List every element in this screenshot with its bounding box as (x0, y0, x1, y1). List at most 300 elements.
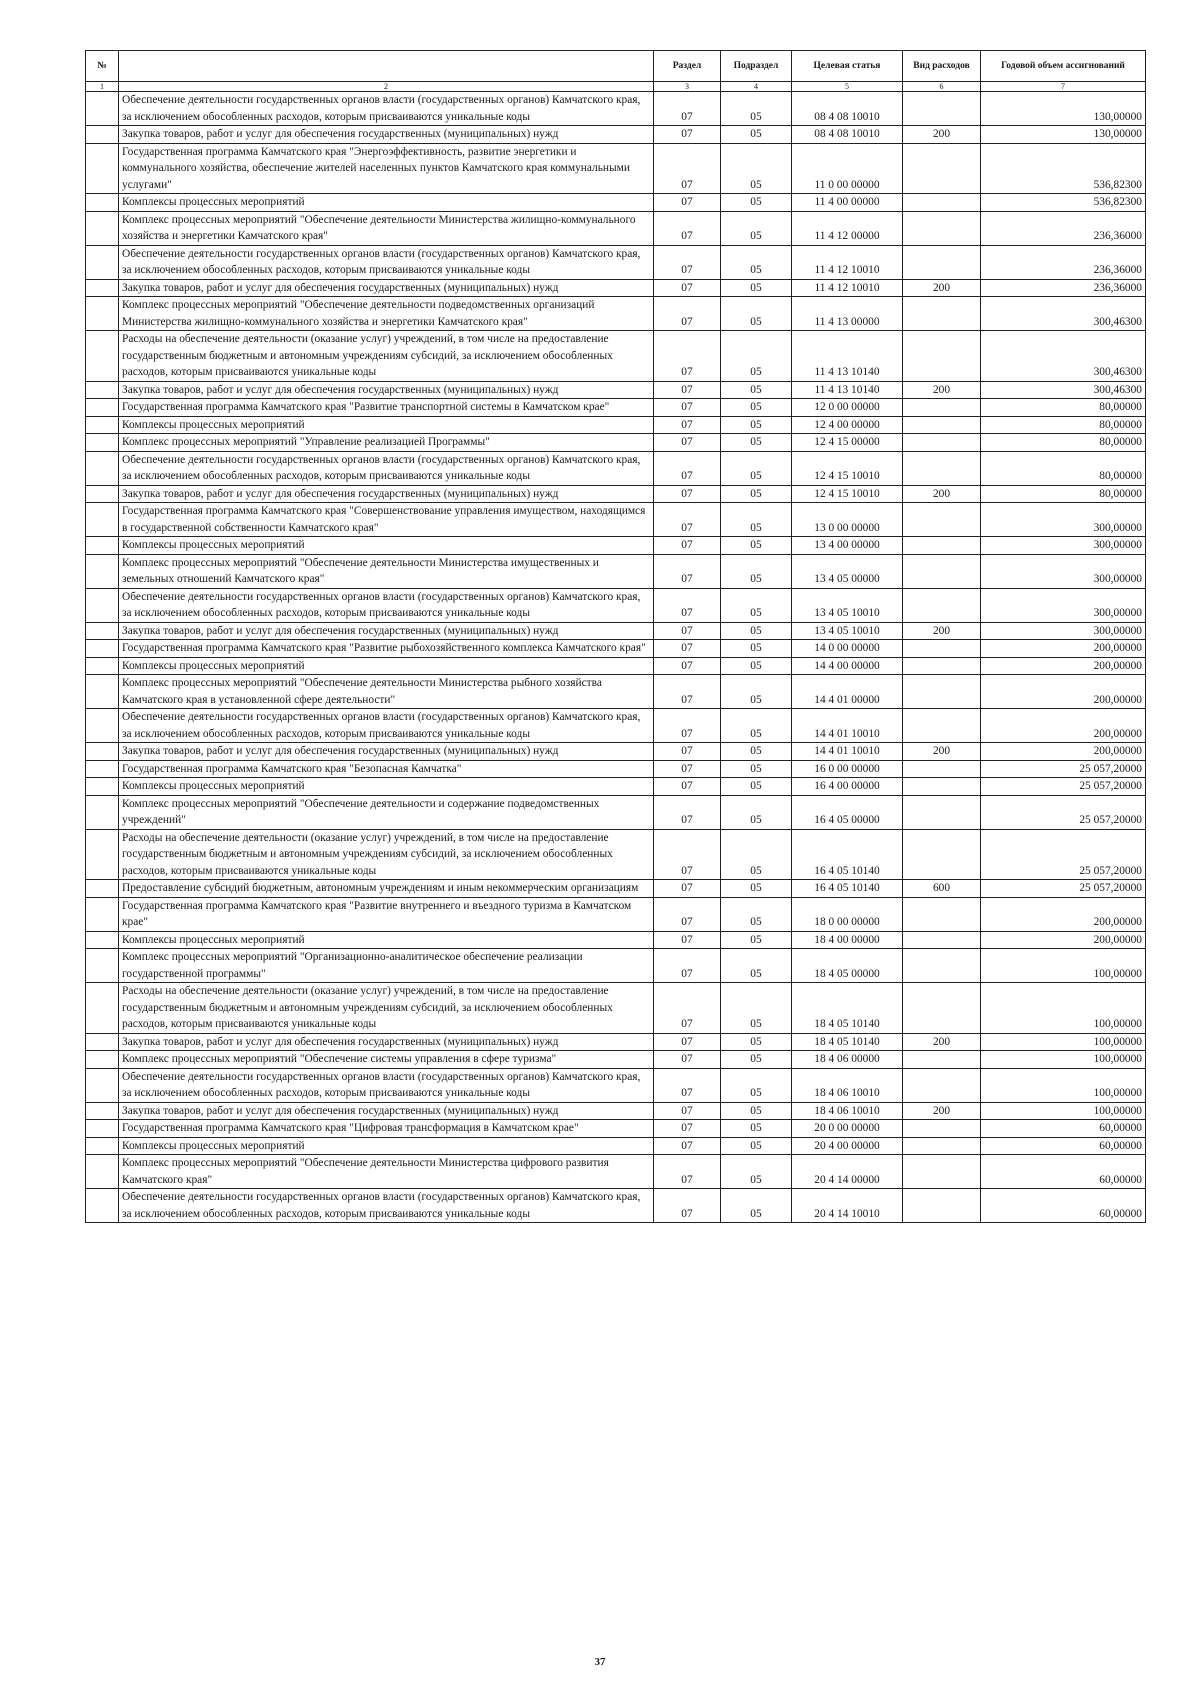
table-row (86, 451, 1146, 485)
row-razdel-cell: 07 (654, 297, 721, 331)
row-name-cell: Закупка товаров, работ и услуг для обеспечения государственных (муниципальных) нужд (119, 126, 654, 144)
row-name-cell: Комплексы процессных мероприятий (119, 1137, 654, 1155)
row-podrazdel-cell: 05 (721, 485, 792, 503)
row-name-cell: Комплекс процессных мероприятий "Обеспечение деятельности Министерства имущественных и земельных отношений Камчатского края" (119, 554, 654, 588)
row-vid-cell (903, 245, 981, 279)
row-amount-cell: 200,00000 (981, 657, 1146, 675)
row-index-cell (86, 760, 119, 778)
row-podrazdel-cell: 05 (721, 245, 792, 279)
row-vid-cell (903, 931, 981, 949)
row-amount-cell: 236,36000 (981, 279, 1146, 297)
row-amount-cell: 536,82300 (981, 194, 1146, 212)
table-row (86, 760, 1146, 778)
row-article-cell: 11 4 13 00000 (792, 297, 903, 331)
row-name-cell: Обеспечение деятельности государственных органов власти (государственных органов) Камчатского края, за исключением обособленных расходов, которым присваиваются уникальные коды (119, 588, 654, 622)
row-amount-cell: 25 057,20000 (981, 880, 1146, 898)
row-vid-cell (903, 399, 981, 417)
row-index-cell (86, 92, 119, 126)
row-amount-cell: 100,00000 (981, 1068, 1146, 1102)
row-article-cell: 18 4 06 10010 (792, 1102, 903, 1120)
table-row (86, 381, 1146, 399)
row-podrazdel-cell: 05 (721, 381, 792, 399)
table-row (86, 434, 1146, 452)
table-row (86, 795, 1146, 829)
budget-table (85, 50, 1146, 1223)
row-vid-cell (903, 1137, 981, 1155)
table-row (86, 126, 1146, 144)
row-article-cell: 20 0 00 00000 (792, 1120, 903, 1138)
row-podrazdel-cell: 05 (721, 416, 792, 434)
row-name-cell: Закупка товаров, работ и услуг для обеспечения государственных (муниципальных) нужд (119, 743, 654, 761)
row-podrazdel-cell: 05 (721, 657, 792, 675)
row-article-cell: 14 4 00 00000 (792, 657, 903, 675)
row-amount-cell: 80,00000 (981, 451, 1146, 485)
row-index-cell (86, 709, 119, 743)
row-razdel-cell: 07 (654, 675, 721, 709)
row-razdel-cell: 07 (654, 194, 721, 212)
row-name-cell: Расходы на обеспечение деятельности (оказание услуг) учреждений, в том числе на предоставление государственным бюджетным и автономным учреждениям субсидий, за исключением обособленных расходов, которым присваиваются уникальные коды (119, 331, 654, 382)
row-index-cell (86, 211, 119, 245)
row-razdel-cell: 07 (654, 983, 721, 1034)
row-podrazdel-cell: 05 (721, 211, 792, 245)
row-article-cell: 13 4 05 10010 (792, 588, 903, 622)
row-vid-cell (903, 1120, 981, 1138)
row-vid-cell (903, 1155, 981, 1189)
row-amount-cell: 200,00000 (981, 897, 1146, 931)
row-podrazdel-cell: 05 (721, 778, 792, 796)
row-vid-cell (903, 897, 981, 931)
row-article-cell: 12 4 15 00000 (792, 434, 903, 452)
table-row (86, 194, 1146, 212)
row-index-cell (86, 1137, 119, 1155)
row-name-cell: Обеспечение деятельности государственных органов власти (государственных органов) Камчатского края, за исключением обособленных расходов, которым присваиваются уникальные коды (119, 451, 654, 485)
row-podrazdel-cell: 05 (721, 1068, 792, 1102)
row-index-cell (86, 675, 119, 709)
row-vid-cell (903, 537, 981, 555)
row-podrazdel-cell: 05 (721, 743, 792, 761)
row-vid-cell: 200 (903, 1102, 981, 1120)
table-row (86, 1155, 1146, 1189)
row-article-cell: 18 4 05 10140 (792, 1033, 903, 1051)
header-article: Целевая статья (792, 51, 903, 82)
row-index-cell (86, 1051, 119, 1069)
row-name-cell: Государственная программа Камчатского края "Развитие внутреннего и въездного туризма в Камчатском крае" (119, 897, 654, 931)
row-index-cell (86, 1033, 119, 1051)
row-vid-cell (903, 434, 981, 452)
row-vid-cell (903, 675, 981, 709)
row-amount-cell: 100,00000 (981, 1102, 1146, 1120)
column-number: 7 (981, 82, 1146, 92)
row-amount-cell: 60,00000 (981, 1155, 1146, 1189)
row-razdel-cell: 07 (654, 416, 721, 434)
row-article-cell: 18 4 06 10010 (792, 1068, 903, 1102)
row-razdel-cell: 07 (654, 331, 721, 382)
row-index-cell (86, 897, 119, 931)
row-podrazdel-cell: 05 (721, 1120, 792, 1138)
row-index-cell (86, 434, 119, 452)
row-vid-cell (903, 297, 981, 331)
table-row (86, 399, 1146, 417)
table-row (86, 743, 1146, 761)
row-podrazdel-cell: 05 (721, 1033, 792, 1051)
row-article-cell: 11 4 13 10140 (792, 381, 903, 399)
row-article-cell: 12 4 15 10010 (792, 451, 903, 485)
column-number: 6 (903, 82, 981, 92)
row-amount-cell: 25 057,20000 (981, 778, 1146, 796)
row-name-cell: Комплексы процессных мероприятий (119, 537, 654, 555)
row-index-cell (86, 297, 119, 331)
row-podrazdel-cell: 05 (721, 675, 792, 709)
table-row (86, 554, 1146, 588)
row-article-cell: 16 4 00 00000 (792, 778, 903, 796)
row-article-cell: 16 0 00 00000 (792, 760, 903, 778)
row-article-cell: 20 4 00 00000 (792, 1137, 903, 1155)
row-amount-cell: 200,00000 (981, 675, 1146, 709)
table-row (86, 880, 1146, 898)
row-vid-cell: 200 (903, 279, 981, 297)
row-name-cell: Комплексы процессных мероприятий (119, 194, 654, 212)
table-row (86, 1102, 1146, 1120)
row-article-cell: 11 4 00 00000 (792, 194, 903, 212)
row-amount-cell: 200,00000 (981, 640, 1146, 658)
row-name-cell: Комплекс процессных мероприятий "Обеспечение системы управления в сфере туризма" (119, 1051, 654, 1069)
row-podrazdel-cell: 05 (721, 554, 792, 588)
row-vid-cell (903, 451, 981, 485)
table-row (86, 588, 1146, 622)
row-name-cell: Обеспечение деятельности государственных органов власти (государственных органов) Камчатского края, за исключением обособленных расходов, которым присваиваются уникальные коды (119, 1189, 654, 1223)
row-amount-cell: 25 057,20000 (981, 829, 1146, 880)
row-name-cell: Комплекс процессных мероприятий "Обеспечение деятельности Министерства жилищно-коммунального хозяйства и энергетики Камчатского края" (119, 211, 654, 245)
row-podrazdel-cell: 05 (721, 795, 792, 829)
row-razdel-cell: 07 (654, 1051, 721, 1069)
row-podrazdel-cell: 05 (721, 1155, 792, 1189)
row-name-cell: Расходы на обеспечение деятельности (оказание услуг) учреждений, в том числе на предоставление государственным бюджетным и автономным учреждениям субсидий, за исключением обособленных расходов, которым присваиваются уникальные коды (119, 829, 654, 880)
row-index-cell (86, 143, 119, 194)
row-article-cell: 11 4 12 00000 (792, 211, 903, 245)
row-name-cell: Комплексы процессных мероприятий (119, 657, 654, 675)
row-podrazdel-cell: 05 (721, 297, 792, 331)
row-article-cell: 20 4 14 00000 (792, 1155, 903, 1189)
row-amount-cell: 300,00000 (981, 622, 1146, 640)
row-index-cell (86, 537, 119, 555)
row-index-cell (86, 778, 119, 796)
row-index-cell (86, 640, 119, 658)
row-podrazdel-cell: 05 (721, 1189, 792, 1223)
row-razdel-cell: 07 (654, 795, 721, 829)
row-amount-cell: 130,00000 (981, 92, 1146, 126)
row-podrazdel-cell: 05 (721, 126, 792, 144)
row-name-cell: Закупка товаров, работ и услуг для обеспечения государственных (муниципальных) нужд (119, 1102, 654, 1120)
row-name-cell: Комплексы процессных мероприятий (119, 931, 654, 949)
row-amount-cell: 130,00000 (981, 126, 1146, 144)
row-amount-cell: 25 057,20000 (981, 760, 1146, 778)
row-vid-cell: 200 (903, 622, 981, 640)
table-row (86, 949, 1146, 983)
row-razdel-cell: 07 (654, 931, 721, 949)
row-name-cell: Закупка товаров, работ и услуг для обеспечения государственных (муниципальных) нужд (119, 381, 654, 399)
header-amount: Годовой объем ассигнований (981, 51, 1146, 82)
row-name-cell: Комплексы процессных мероприятий (119, 778, 654, 796)
row-index-cell (86, 331, 119, 382)
header-podrazdel: Подраздел (721, 51, 792, 82)
row-podrazdel-cell: 05 (721, 588, 792, 622)
row-article-cell: 13 4 05 00000 (792, 554, 903, 588)
row-amount-cell: 60,00000 (981, 1137, 1146, 1155)
row-vid-cell (903, 588, 981, 622)
row-podrazdel-cell: 05 (721, 434, 792, 452)
row-vid-cell (903, 640, 981, 658)
row-name-cell: Государственная программа Камчатского края "Развитие транспортной системы в Камчатском крае" (119, 399, 654, 417)
row-podrazdel-cell: 05 (721, 622, 792, 640)
row-amount-cell: 80,00000 (981, 416, 1146, 434)
row-article-cell: 13 4 00 00000 (792, 537, 903, 555)
row-index-cell (86, 1120, 119, 1138)
row-amount-cell: 300,46300 (981, 297, 1146, 331)
row-index-cell (86, 829, 119, 880)
row-podrazdel-cell: 05 (721, 503, 792, 537)
row-podrazdel-cell: 05 (721, 537, 792, 555)
row-podrazdel-cell: 05 (721, 1102, 792, 1120)
row-article-cell: 11 4 12 10010 (792, 279, 903, 297)
row-podrazdel-cell: 05 (721, 709, 792, 743)
row-amount-cell: 80,00000 (981, 485, 1146, 503)
row-name-cell: Комплекс процессных мероприятий "Обеспечение деятельности Министерства цифрового развития Камчатского края" (119, 1155, 654, 1189)
row-razdel-cell: 07 (654, 485, 721, 503)
row-name-cell: Обеспечение деятельности государственных органов власти (государственных органов) Камчатского края, за исключением обособленных расходов, которым присваиваются уникальные коды (119, 709, 654, 743)
row-podrazdel-cell: 05 (721, 279, 792, 297)
row-article-cell: 18 4 05 10140 (792, 983, 903, 1034)
row-razdel-cell: 07 (654, 588, 721, 622)
column-number: 3 (654, 82, 721, 92)
row-razdel-cell: 07 (654, 897, 721, 931)
row-razdel-cell: 07 (654, 279, 721, 297)
row-amount-cell: 80,00000 (981, 399, 1146, 417)
row-name-cell: Комплекс процессных мероприятий "Обеспечение деятельности и содержание подведомственных учреждений" (119, 795, 654, 829)
row-amount-cell: 25 057,20000 (981, 795, 1146, 829)
row-vid-cell (903, 143, 981, 194)
row-vid-cell: 200 (903, 1033, 981, 1051)
row-razdel-cell: 07 (654, 143, 721, 194)
row-razdel-cell: 07 (654, 1137, 721, 1155)
column-number: 4 (721, 82, 792, 92)
table-row (86, 297, 1146, 331)
row-razdel-cell: 07 (654, 126, 721, 144)
row-index-cell (86, 622, 119, 640)
row-amount-cell: 236,36000 (981, 211, 1146, 245)
table-row (86, 416, 1146, 434)
row-name-cell: Государственная программа Камчатского края "Цифровая трансформация в Камчатском крае" (119, 1120, 654, 1138)
row-vid-cell: 200 (903, 126, 981, 144)
row-name-cell: Обеспечение деятельности государственных органов власти (государственных органов) Камчатского края, за исключением обособленных расходов, которым присваиваются уникальные коды (119, 1068, 654, 1102)
row-index-cell (86, 194, 119, 212)
row-amount-cell: 536,82300 (981, 143, 1146, 194)
table-row (86, 778, 1146, 796)
row-index-cell (86, 554, 119, 588)
row-razdel-cell: 07 (654, 657, 721, 675)
row-podrazdel-cell: 05 (721, 143, 792, 194)
row-index-cell (86, 485, 119, 503)
row-amount-cell: 200,00000 (981, 743, 1146, 761)
table-body (86, 92, 1146, 1223)
row-vid-cell: 200 (903, 485, 981, 503)
row-name-cell: Обеспечение деятельности государственных органов власти (государственных органов) Камчатского края, за исключением обособленных расходов, которым присваиваются уникальные коды (119, 245, 654, 279)
row-vid-cell (903, 331, 981, 382)
row-name-cell: Государственная программа Камчатского края "Энергоэффективность, развитие энергетики и коммунального хозяйства, обеспечение жителей населенных пунктов Камчатского края коммунальными услугами" (119, 143, 654, 194)
row-article-cell: 11 4 13 10140 (792, 331, 903, 382)
table-row (86, 245, 1146, 279)
table-row (86, 1051, 1146, 1069)
row-name-cell: Государственная программа Камчатского края "Безопасная Камчатка" (119, 760, 654, 778)
row-razdel-cell: 07 (654, 1120, 721, 1138)
row-podrazdel-cell: 05 (721, 983, 792, 1034)
row-article-cell: 11 0 00 00000 (792, 143, 903, 194)
table-row (86, 622, 1146, 640)
row-razdel-cell: 07 (654, 778, 721, 796)
table-row (86, 1068, 1146, 1102)
row-name-cell: Обеспечение деятельности государственных органов власти (государственных органов) Камчатского края, за исключением обособленных расходов, которым присваиваются уникальные коды (119, 92, 654, 126)
row-podrazdel-cell: 05 (721, 640, 792, 658)
row-vid-cell (903, 1189, 981, 1223)
header-vid: Вид расходов (903, 51, 981, 82)
row-name-cell: Закупка товаров, работ и услуг для обеспечения государственных (муниципальных) нужд (119, 279, 654, 297)
row-name-cell: Государственная программа Камчатского края "Совершенствование управления имуществом, находящимся в государственной собственности Камчатского края" (119, 503, 654, 537)
row-vid-cell (903, 829, 981, 880)
row-index-cell (86, 743, 119, 761)
row-vid-cell (903, 211, 981, 245)
row-vid-cell (903, 949, 981, 983)
column-number: 2 (119, 82, 654, 92)
row-razdel-cell: 07 (654, 709, 721, 743)
row-amount-cell: 60,00000 (981, 1189, 1146, 1223)
row-article-cell: 12 0 00 00000 (792, 399, 903, 417)
row-podrazdel-cell: 05 (721, 949, 792, 983)
row-razdel-cell: 07 (654, 245, 721, 279)
row-razdel-cell: 07 (654, 949, 721, 983)
row-podrazdel-cell: 05 (721, 331, 792, 382)
row-razdel-cell: 07 (654, 622, 721, 640)
table-row (86, 331, 1146, 382)
row-amount-cell: 300,00000 (981, 554, 1146, 588)
row-index-cell (86, 503, 119, 537)
row-index-cell (86, 279, 119, 297)
row-index-cell (86, 949, 119, 983)
table-row (86, 1033, 1146, 1051)
row-article-cell: 16 4 05 10140 (792, 880, 903, 898)
row-index-cell (86, 657, 119, 675)
row-article-cell: 12 4 15 10010 (792, 485, 903, 503)
row-name-cell: Комплекс процессных мероприятий "Управление реализацией Программы" (119, 434, 654, 452)
row-name-cell: Комплекс процессных мероприятий "Организационно-аналитическое обеспечение реализации государственной программы" (119, 949, 654, 983)
row-article-cell: 14 4 01 10010 (792, 743, 903, 761)
row-article-cell: 16 4 05 00000 (792, 795, 903, 829)
row-index-cell (86, 416, 119, 434)
row-vid-cell (903, 778, 981, 796)
row-amount-cell: 200,00000 (981, 931, 1146, 949)
row-razdel-cell: 07 (654, 760, 721, 778)
row-razdel-cell: 07 (654, 1189, 721, 1223)
row-vid-cell (903, 1051, 981, 1069)
row-podrazdel-cell: 05 (721, 931, 792, 949)
row-razdel-cell: 07 (654, 1155, 721, 1189)
row-index-cell (86, 245, 119, 279)
row-name-cell: Закупка товаров, работ и услуг для обеспечения государственных (муниципальных) нужд (119, 485, 654, 503)
row-index-cell (86, 126, 119, 144)
row-name-cell: Государственная программа Камчатского края "Развитие рыбохозяйственного комплекса Камчатского края" (119, 640, 654, 658)
row-name-cell: Расходы на обеспечение деятельности (оказание услуг) учреждений, в том числе на предоставление государственным бюджетным и автономным учреждениям субсидий, за исключением обособленных расходов, которым присваиваются уникальные коды (119, 983, 654, 1034)
row-article-cell: 18 4 06 00000 (792, 1051, 903, 1069)
row-razdel-cell: 07 (654, 554, 721, 588)
row-razdel-cell: 07 (654, 503, 721, 537)
row-article-cell: 08 4 08 10010 (792, 126, 903, 144)
row-razdel-cell: 07 (654, 399, 721, 417)
table-row (86, 485, 1146, 503)
table-row (86, 279, 1146, 297)
row-index-cell (86, 1102, 119, 1120)
column-number-row (86, 82, 1146, 92)
row-index-cell (86, 1189, 119, 1223)
row-razdel-cell: 07 (654, 1068, 721, 1102)
row-podrazdel-cell: 05 (721, 880, 792, 898)
row-index-cell (86, 451, 119, 485)
table-header-row (86, 51, 1146, 82)
header-number: № (86, 51, 119, 82)
table-row (86, 640, 1146, 658)
row-index-cell (86, 795, 119, 829)
row-razdel-cell: 07 (654, 880, 721, 898)
row-index-cell (86, 880, 119, 898)
row-article-cell: 14 4 01 00000 (792, 675, 903, 709)
row-razdel-cell: 07 (654, 211, 721, 245)
row-razdel-cell: 07 (654, 537, 721, 555)
row-article-cell: 12 4 00 00000 (792, 416, 903, 434)
table-row (86, 983, 1146, 1034)
row-name-cell: Закупка товаров, работ и услуг для обеспечения государственных (муниципальных) нужд (119, 1033, 654, 1051)
row-vid-cell (903, 194, 981, 212)
column-number: 1 (86, 82, 119, 92)
row-vid-cell (903, 760, 981, 778)
row-vid-cell (903, 709, 981, 743)
row-podrazdel-cell: 05 (721, 897, 792, 931)
column-number: 5 (792, 82, 903, 92)
row-vid-cell: 200 (903, 743, 981, 761)
row-amount-cell: 80,00000 (981, 434, 1146, 452)
row-amount-cell: 100,00000 (981, 983, 1146, 1034)
row-vid-cell (903, 416, 981, 434)
table-row (86, 1120, 1146, 1138)
table-row (86, 657, 1146, 675)
table-row (86, 503, 1146, 537)
row-article-cell: 20 4 14 10010 (792, 1189, 903, 1223)
row-podrazdel-cell: 05 (721, 92, 792, 126)
row-article-cell: 18 0 00 00000 (792, 897, 903, 931)
row-amount-cell: 236,36000 (981, 245, 1146, 279)
row-podrazdel-cell: 05 (721, 1137, 792, 1155)
row-amount-cell: 100,00000 (981, 1033, 1146, 1051)
row-article-cell: 14 0 00 00000 (792, 640, 903, 658)
row-amount-cell: 300,00000 (981, 537, 1146, 555)
header-name (119, 51, 654, 82)
row-name-cell: Предоставление субсидий бюджетным, автономным учреждениям и иным некоммерческим организациям (119, 880, 654, 898)
row-index-cell (86, 983, 119, 1034)
row-article-cell: 16 4 05 10140 (792, 829, 903, 880)
row-vid-cell (903, 92, 981, 126)
row-index-cell (86, 1068, 119, 1102)
row-article-cell: 14 4 01 10010 (792, 709, 903, 743)
row-amount-cell: 60,00000 (981, 1120, 1146, 1138)
row-index-cell (86, 931, 119, 949)
table-row (86, 931, 1146, 949)
row-podrazdel-cell: 05 (721, 829, 792, 880)
